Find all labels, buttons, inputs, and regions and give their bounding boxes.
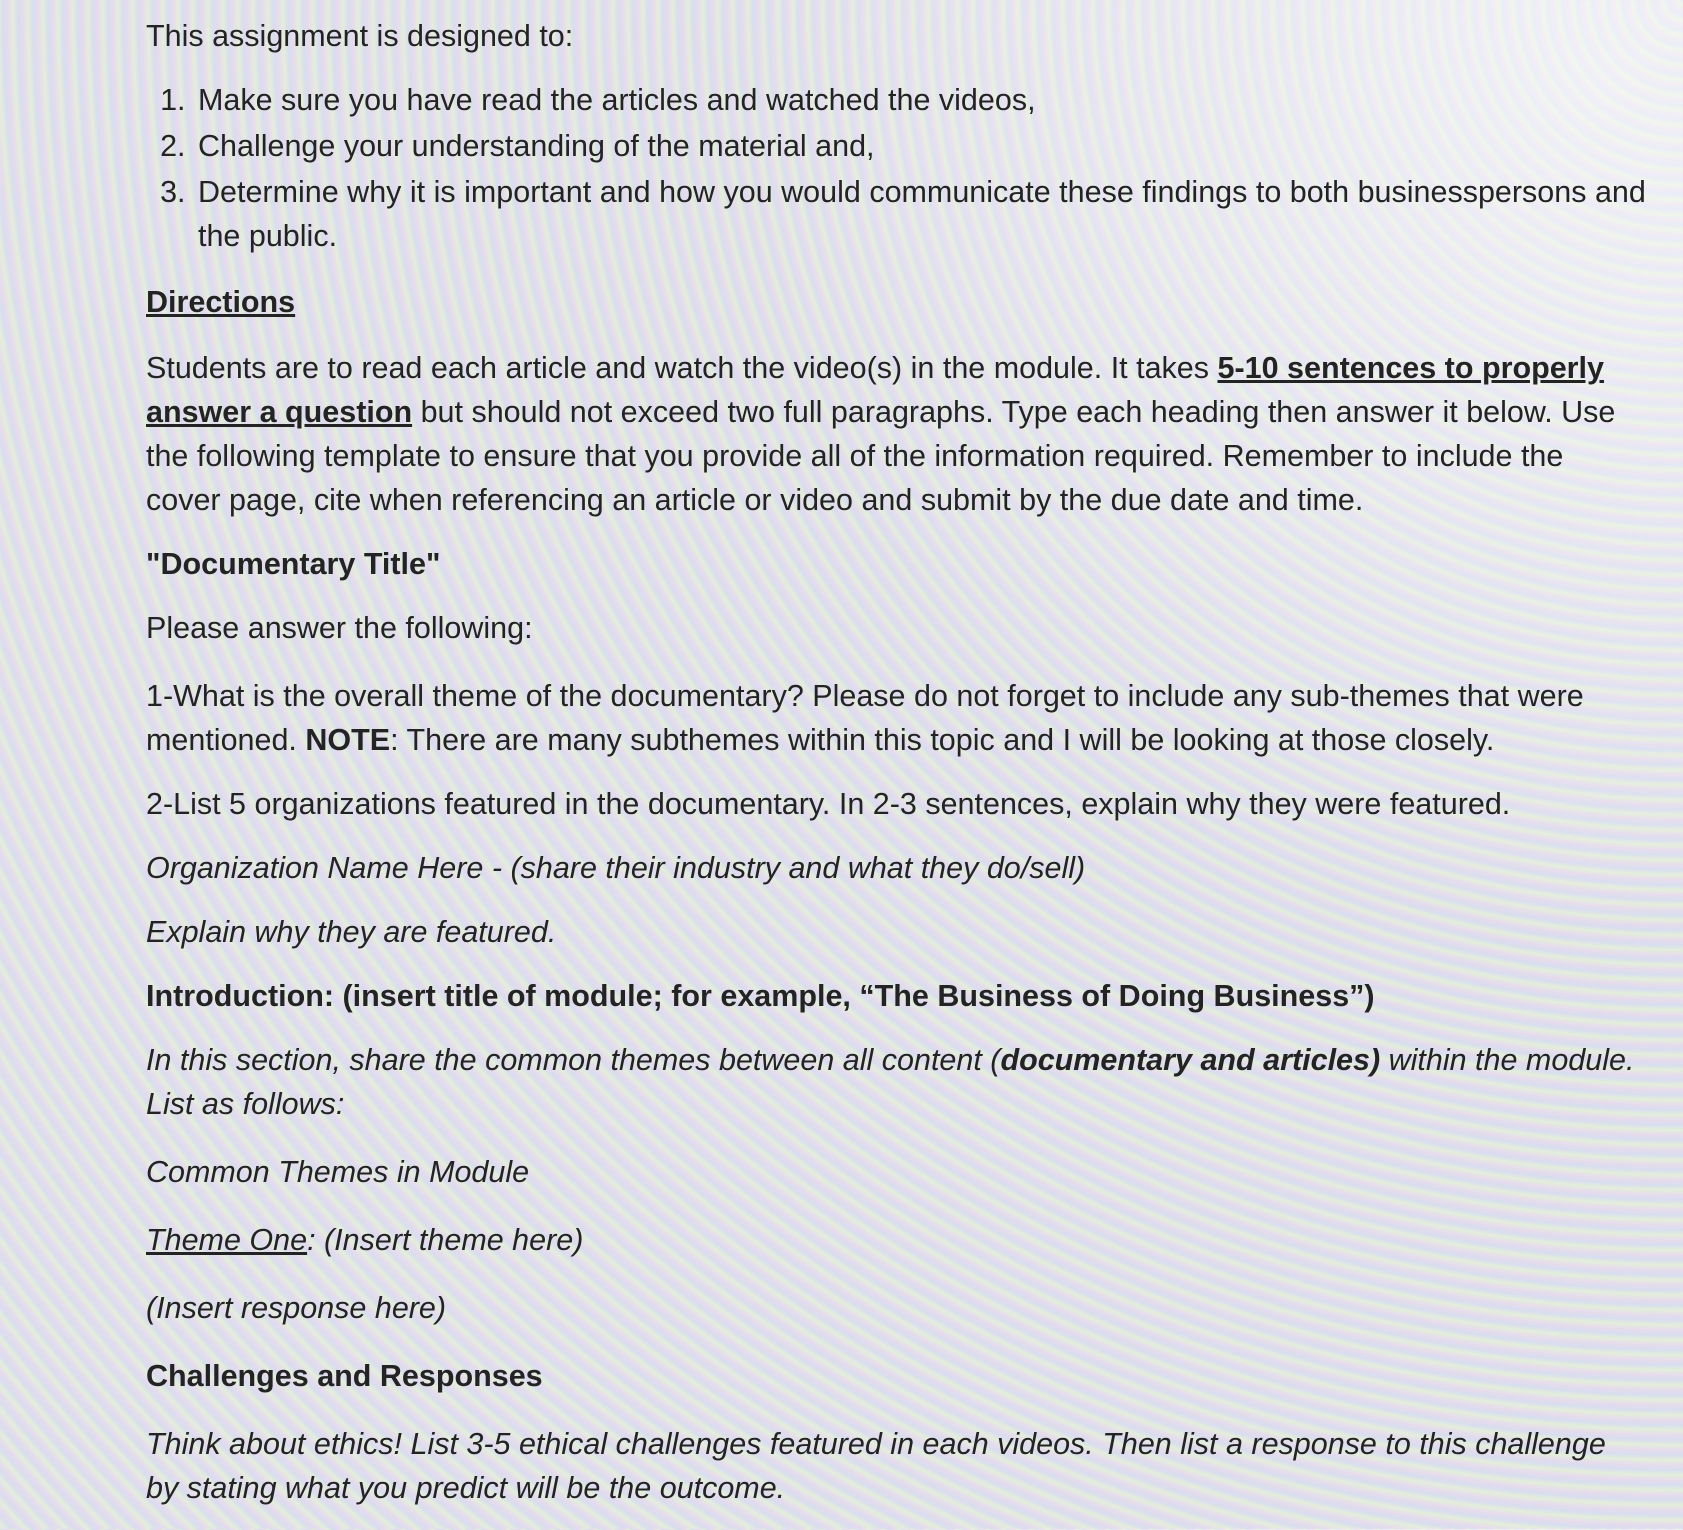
directions-emphasis: 5-10 sentences to properly answer a question	[146, 351, 1604, 429]
directions-heading: Directions	[146, 285, 296, 319]
explain-template: Explain why they are featured.	[146, 915, 557, 949]
question-1-text: 1-What is the overall theme of the documentary? Please do not forget to include any sub-themes that were mentioned.	[146, 679, 1584, 757]
section-bold: documentary and articles)	[1000, 1043, 1381, 1077]
section-part2: within the module. List as follows:	[146, 1043, 1635, 1121]
goal-item-2: 2. Challenge your understanding of the material and,	[194, 124, 1646, 168]
section-instructions	[146, 1038, 1646, 1126]
challenges-heading: Challenges and Responses	[146, 1359, 543, 1393]
question-1	[146, 674, 1646, 762]
assignment-document	[146, 14, 1646, 1530]
insert-response: (Insert response here)	[146, 1291, 447, 1325]
note-label: NOTE	[305, 723, 391, 757]
directions-part2: but should not exceed two full paragraphs. Type each heading then answer it below. Use the following template to ensure that you provide all of the information required. Remember to include the cover page, cite when referencing an article or video and submit by the due date and time.	[146, 395, 1616, 517]
goals-list	[146, 78, 1646, 258]
please-answer: Please answer the following:	[146, 611, 533, 645]
common-themes-label: Common Themes in Module	[146, 1155, 530, 1189]
section-part1: In this section, share the common themes between all content (	[146, 1043, 1001, 1077]
goal-item-3: 3. Determine why it is important and how you would communicate these findings to both businesspersons and the public.	[194, 170, 1646, 258]
question-2: 2-List 5 organizations featured in the documentary. In 2-3 sentences, explain why they were featured.	[146, 787, 1511, 821]
theme-one-rest: : (Insert theme here)	[307, 1223, 584, 1257]
directions-paragraph	[146, 346, 1646, 522]
goal-item-1: 1. Make sure you have read the articles and watched the videos,	[194, 78, 1646, 122]
introduction-heading: Introduction: (insert title of module; for example, “The Business of Doing Business”)	[146, 979, 1375, 1013]
note-text: : There are many subthemes within this topic and I will be looking at those closely.	[390, 723, 1495, 757]
intro-text: This assignment is designed to:	[146, 19, 574, 53]
theme-one-label: Theme One	[146, 1223, 308, 1257]
documentary-title: "Documentary Title"	[146, 547, 441, 581]
org-template: Organization Name Here - (share their industry and what they do/sell)	[146, 851, 1086, 885]
theme-one-line	[146, 1218, 1646, 1262]
ethics-instructions: Think about ethics! List 3-5 ethical challenges featured in each videos. Then list a response to this challenge by stating what you predict will be the outcome.	[146, 1427, 1606, 1505]
directions-part1: Students are to read each article and watch the video(s) in the module. It takes	[146, 351, 1218, 385]
